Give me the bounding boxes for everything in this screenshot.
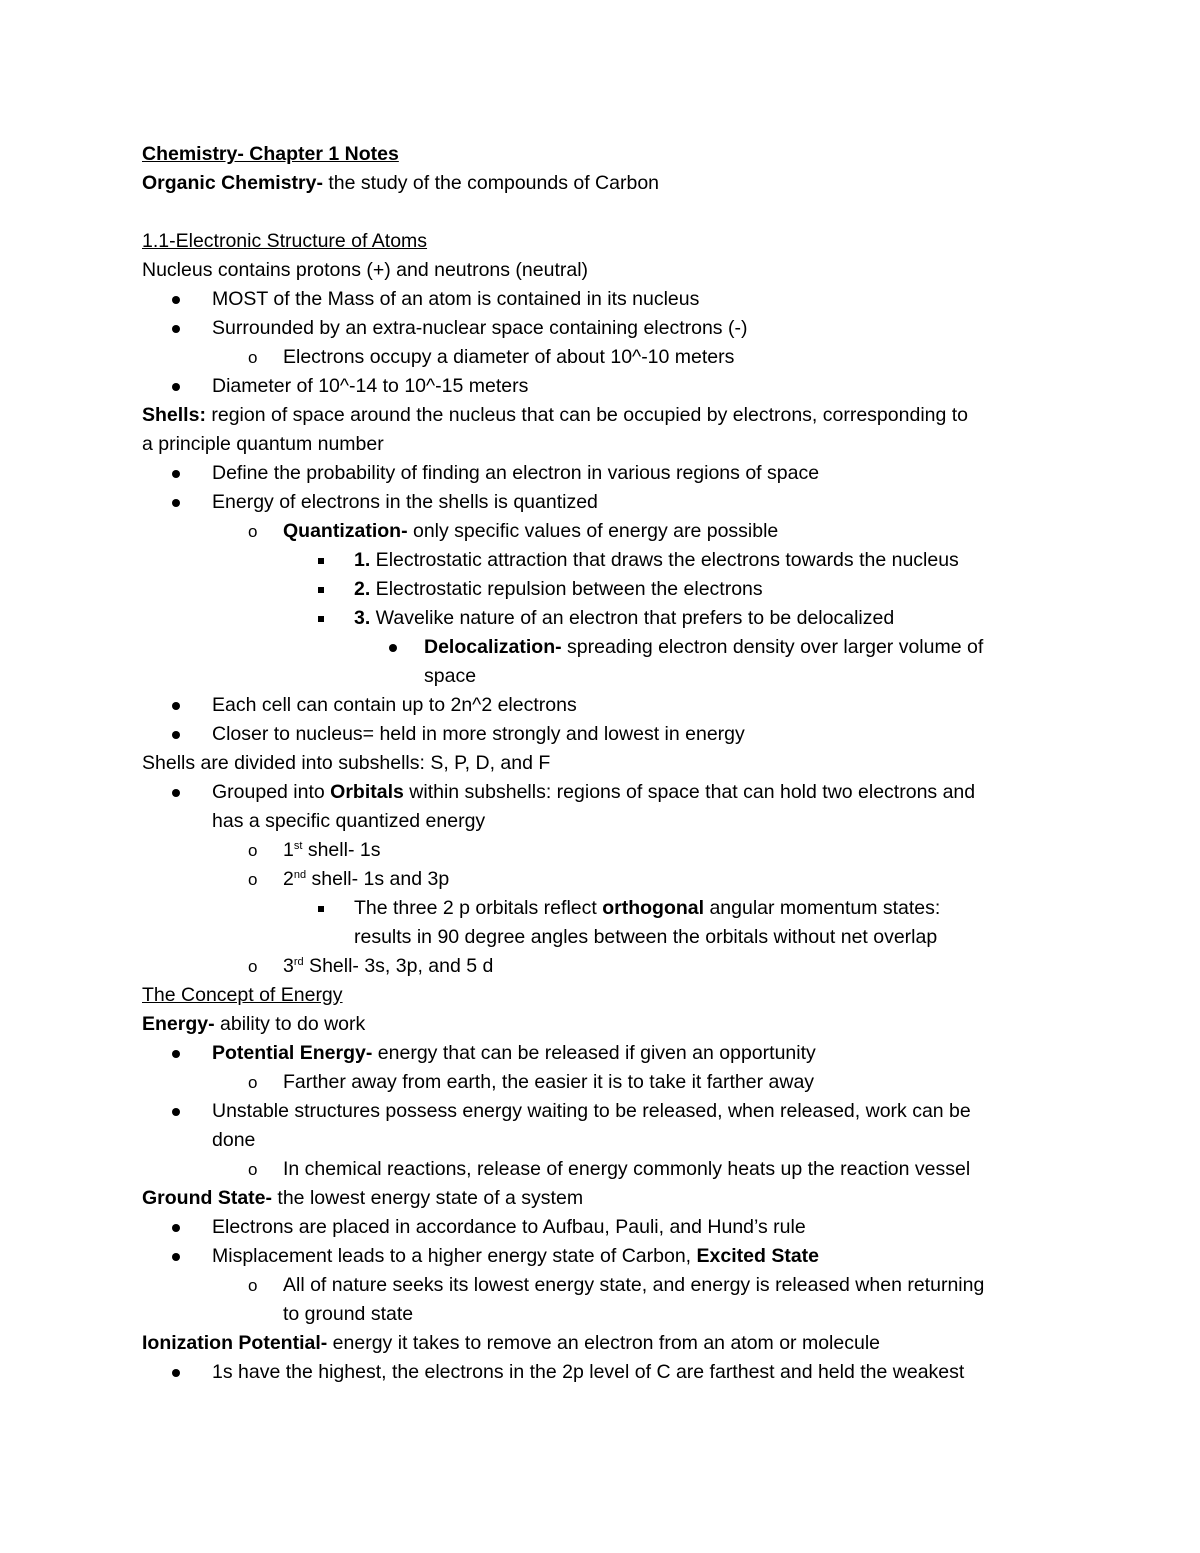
list-item	[142, 952, 1072, 981]
document-title: Chemistry- Chapter 1 Notes	[142, 143, 399, 165]
list-item	[142, 894, 1072, 923]
quantization-def: only specific values of energy are possible	[407, 520, 779, 542]
shell-number: 1	[283, 839, 294, 861]
list-item-continuation	[142, 1126, 1072, 1155]
text-line	[142, 1010, 1072, 1039]
bullet-dot-icon	[389, 644, 397, 652]
ordinal-suffix: rd	[293, 956, 304, 968]
intro-line	[142, 169, 1072, 198]
grouped-cont: has a specific quantized energy	[212, 810, 486, 832]
list-item-continuation	[142, 1300, 1072, 1329]
bullet-square-icon	[318, 616, 324, 622]
document-title-line	[142, 140, 1072, 169]
factor-text: Wavelike nature of an electron that prefers to be delocalized	[370, 607, 895, 629]
section-heading-line	[142, 227, 1072, 256]
list-item	[142, 517, 1072, 546]
list-item-text: Define the probability of finding an electron in various regions of space	[212, 462, 820, 484]
bullet-square-icon	[318, 587, 324, 593]
list-item-text: Electrons are placed in accordance to Aufbau, Pauli, and Hund’s rule	[212, 1216, 806, 1238]
list-item-text: Each cell can contain up to 2n^2 electrons	[212, 694, 577, 716]
bullet-circle-icon: o	[248, 1160, 258, 1179]
shell-text: shell- 1s	[302, 839, 381, 861]
list-item-text: Unstable structures possess energy waiting to be released, when released, work can be	[212, 1100, 971, 1122]
list-item-text: Electrons occupy a diameter of about 10^-10 meters	[283, 346, 735, 368]
orth-cont: results in 90 degree angles between the orbitals without net overlap	[354, 926, 938, 948]
list-item-text: Diameter of 10^-14 to 10^-15 meters	[212, 375, 529, 397]
ground-state-def: the lowest energy state of a system	[272, 1187, 584, 1209]
list-item	[142, 459, 1072, 488]
shells-definition: region of space around the nucleus that can be occupied by electrons, corresponding to	[205, 404, 969, 426]
bullet-dot-icon	[172, 1253, 180, 1261]
list-item	[142, 575, 1072, 604]
ground-state-term: Ground State-	[142, 1187, 272, 1209]
bullet-dot-icon	[172, 470, 180, 478]
factor-text: Electrostatic repulsion between the electrons	[370, 578, 763, 600]
delocalization-term: Delocalization-	[424, 636, 562, 658]
excited-state-term: Excited State	[696, 1245, 819, 1267]
grouped-pre: Grouped into	[212, 781, 331, 803]
list-item	[142, 633, 1072, 662]
factor-number: 1.	[354, 549, 371, 571]
section-heading-energy: The Concept of Energy	[142, 984, 343, 1006]
ordinal-suffix: st	[293, 840, 303, 852]
list-item	[142, 720, 1072, 749]
bullet-dot-icon	[172, 731, 180, 739]
shell-text: shell- 1s and 3p	[306, 868, 450, 890]
factor-number: 2.	[354, 578, 371, 600]
list-item-text: MOST of the Mass of an atom is contained in its nucleus	[212, 288, 700, 310]
bullet-dot-icon	[172, 383, 180, 391]
delocalization-def: spreading electron density over larger volume of	[561, 636, 984, 658]
list-item	[142, 691, 1072, 720]
text-line	[142, 256, 1072, 285]
list-item	[142, 372, 1072, 401]
list-item-continuation	[142, 662, 1072, 691]
list-item	[142, 1358, 1072, 1387]
bullet-dot-icon	[172, 325, 180, 333]
text-line	[142, 430, 1072, 459]
list-item-text: Farther away from earth, the easier it is to take it farther away	[283, 1071, 815, 1093]
energy-term: Energy-	[142, 1013, 215, 1035]
list-item-text: In chemical reactions, release of energy commonly heats up the reaction vessel	[283, 1158, 971, 1180]
list-item	[142, 604, 1072, 633]
list-item-text: Surrounded by an extra-nuclear space containing electrons (-)	[212, 317, 748, 339]
nucleus-line: Nucleus contains protons (+) and neutrons (neutral)	[142, 259, 589, 281]
text-line	[142, 749, 1072, 778]
bullet-circle-icon: o	[248, 1073, 258, 1092]
bullet-circle-icon: o	[248, 348, 258, 367]
bullet-dot-icon	[172, 789, 180, 797]
quantization-term: Quantization-	[283, 520, 408, 542]
list-item	[142, 1068, 1072, 1097]
list-item	[142, 546, 1072, 575]
list-item	[142, 836, 1072, 865]
orth-pre: The three 2 p orbitals reflect	[354, 897, 603, 919]
ground-sub-cont: to ground state	[283, 1303, 414, 1325]
text-line	[142, 1184, 1072, 1213]
list-item	[142, 314, 1072, 343]
potential-term: Potential Energy-	[212, 1042, 373, 1064]
bullet-dot-icon	[172, 1369, 180, 1377]
bullet-circle-icon: o	[248, 841, 258, 860]
subshells-line: Shells are divided into subshells: S, P, D, and F	[142, 752, 551, 774]
orbitals-term: Orbitals	[330, 781, 404, 803]
bullet-circle-icon: o	[248, 957, 258, 976]
bullet-circle-icon: o	[248, 870, 258, 889]
bullet-square-icon	[318, 558, 324, 564]
blank-line	[142, 198, 1072, 227]
list-item-continuation	[142, 807, 1072, 836]
list-item	[142, 865, 1072, 894]
bullet-dot-icon	[172, 499, 180, 507]
delocalization-cont: space	[424, 665, 477, 687]
shells-definition-cont: a principle quantum number	[142, 433, 384, 455]
list-item	[142, 1097, 1072, 1126]
bullet-circle-icon: o	[248, 522, 258, 541]
potential-def: energy that can be released if given an opportunity	[372, 1042, 816, 1064]
bullet-dot-icon	[172, 702, 180, 710]
list-item-text: 1s have the highest, the electrons in the 2p level of C are farthest and held the weakest	[212, 1361, 965, 1383]
ionization-term: Ionization Potential-	[142, 1332, 328, 1354]
list-item	[142, 1213, 1072, 1242]
list-item	[142, 285, 1072, 314]
energy-def: ability to do work	[214, 1013, 366, 1035]
notes-document	[142, 140, 1072, 1387]
list-item	[142, 1155, 1072, 1184]
shells-term: Shells:	[142, 404, 206, 426]
excited-pre: Misplacement leads to a higher energy state of Carbon,	[212, 1245, 697, 1267]
list-item-text: Closer to nucleus= held in more strongly and lowest in energy	[212, 723, 745, 745]
bullet-dot-icon	[172, 1050, 180, 1058]
list-item	[142, 778, 1072, 807]
bullet-dot-icon	[172, 1224, 180, 1232]
shell-text: Shell- 3s, 3p, and 5 d	[303, 955, 494, 977]
list-item	[142, 1039, 1072, 1068]
list-item	[142, 1271, 1072, 1300]
bullet-dot-icon	[172, 296, 180, 304]
list-item-text: All of nature seeks its lowest energy state, and energy is released when returning	[283, 1274, 985, 1296]
text-line	[142, 1329, 1072, 1358]
list-item-continuation	[142, 923, 1072, 952]
ordinal-suffix: nd	[293, 869, 307, 881]
factor-number: 3.	[354, 607, 371, 629]
grouped-post: within subshells: regions of space that can hold two electrons and	[403, 781, 976, 803]
shell-number: 3	[283, 955, 294, 977]
list-item	[142, 343, 1072, 372]
intro-definition: the study of the compounds of Carbon	[322, 172, 660, 194]
bullet-circle-icon: o	[248, 1276, 258, 1295]
bullet-dot-icon	[172, 1108, 180, 1116]
shell-number: 2	[283, 868, 294, 890]
section-heading-electronic-structure: 1.1-Electronic Structure of Atoms	[142, 230, 428, 252]
bullet-square-icon	[318, 906, 324, 912]
list-item	[142, 1242, 1072, 1271]
orth-post: angular momentum states:	[704, 897, 941, 919]
section-heading-line	[142, 981, 1072, 1010]
orthogonal-term: orthogonal	[602, 897, 705, 919]
list-item-text: Energy of electrons in the shells is quantized	[212, 491, 598, 513]
factor-text: Electrostatic attraction that draws the electrons towards the nucleus	[370, 549, 959, 571]
ionization-def: energy it takes to remove an electron from an atom or molecule	[327, 1332, 881, 1354]
unstable-cont: done	[212, 1129, 256, 1151]
text-line	[142, 401, 1072, 430]
intro-term: Organic Chemistry-	[142, 172, 323, 194]
list-item	[142, 488, 1072, 517]
